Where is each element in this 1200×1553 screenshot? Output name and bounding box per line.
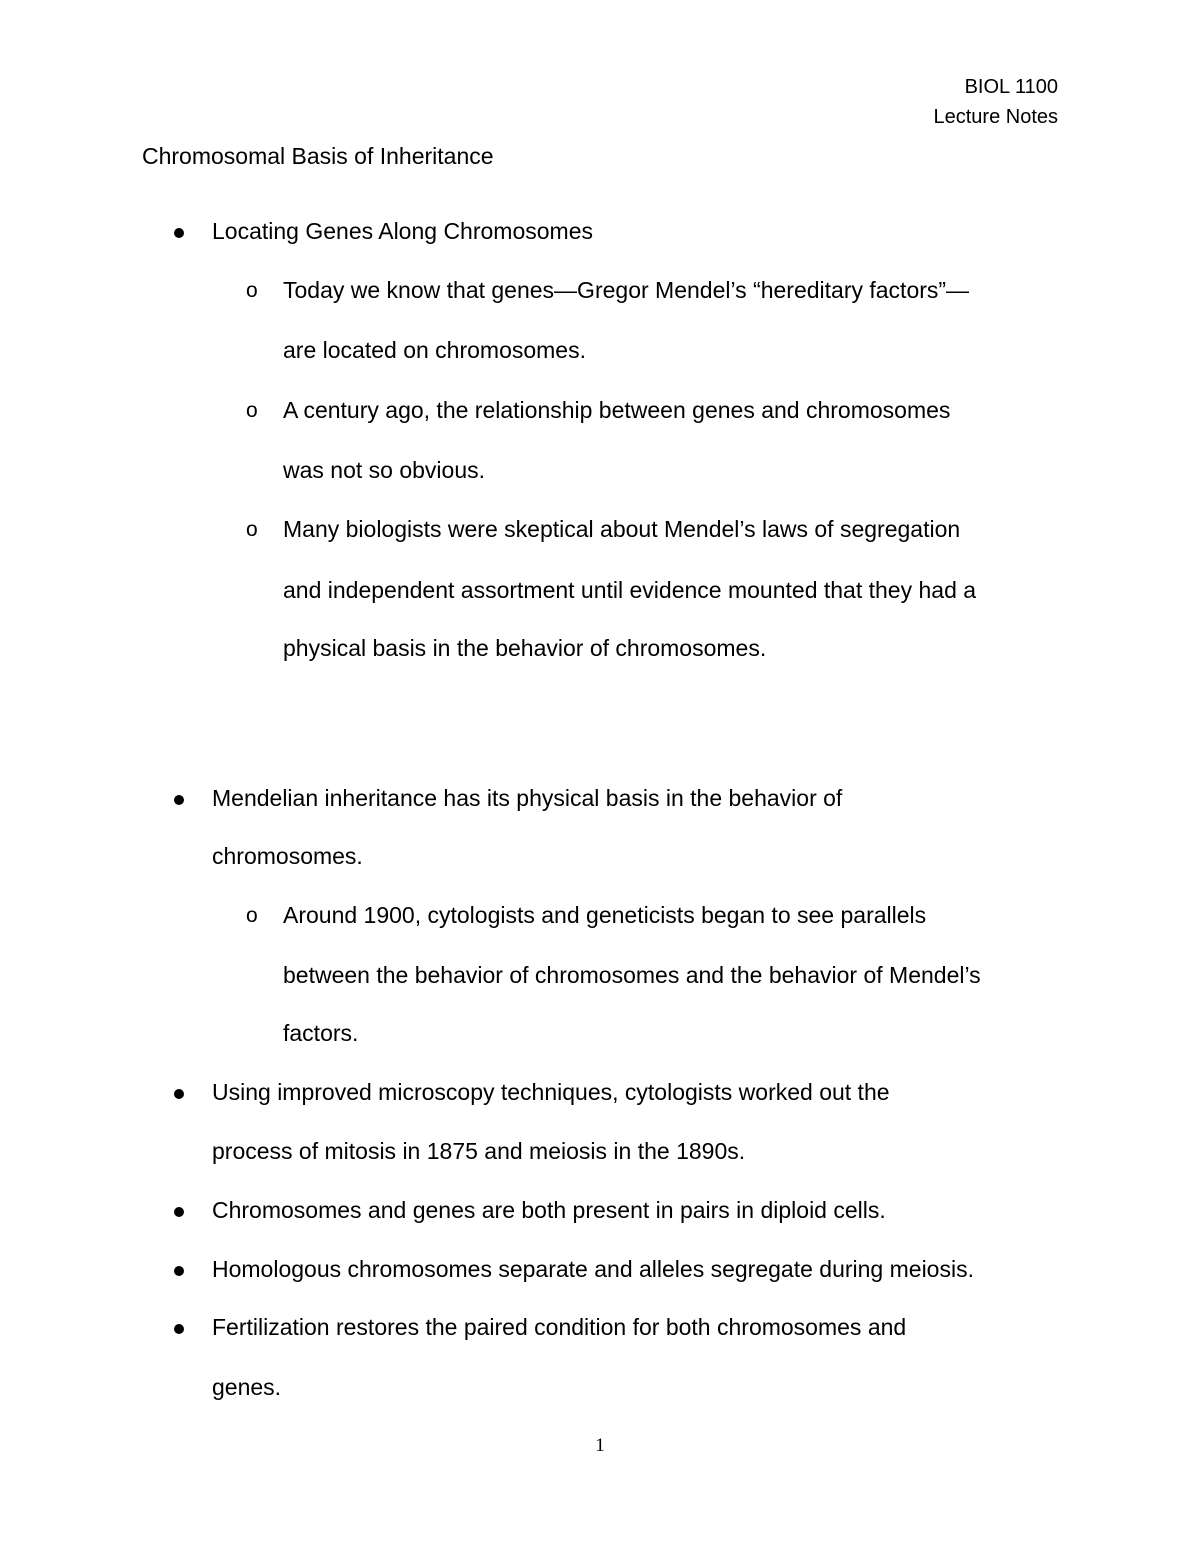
sub-bullet-text: Around 1900, cytologists and geneticists began to see parallels: [283, 902, 927, 928]
sub-bullet-icon: o: [246, 904, 258, 927]
sub-bullet-text: was not so obvious.: [283, 457, 486, 483]
bullet-icon: [174, 795, 184, 805]
sub-bullet-text: Today we know that genes—Gregor Mendel’s “hereditary factors”—: [283, 277, 970, 303]
bullet-icon: [174, 1089, 184, 1099]
sub-bullet-text: and independent assortment until evidence mounted that they had a: [283, 577, 977, 603]
bullet-text: Mendelian inheritance has its physical basis in the behavior of: [212, 785, 843, 811]
bullet-text: Using improved microscopy techniques, cytologists worked out the: [212, 1079, 890, 1105]
bullet-text: genes.: [212, 1374, 282, 1400]
sub-bullet-text: between the behavior of chromosomes and the behavior of Mendel’s: [283, 962, 981, 988]
sub-bullet-text: A century ago, the relationship between genes and chromosomes: [283, 397, 951, 423]
bullet-text: Locating Genes Along Chromosomes: [212, 218, 593, 244]
bullet-text: process of mitosis in 1875 and meiosis in the 1890s.: [212, 1138, 746, 1164]
page-header: [933, 72, 1058, 132]
bullet-icon: [174, 1266, 184, 1276]
bullet-text: Homologous chromosomes separate and alleles segregate during meiosis.: [212, 1256, 974, 1282]
bullet-icon: [174, 1324, 184, 1334]
sub-bullet-text: physical basis in the behavior of chromosomes.: [283, 635, 767, 661]
bullet-icon: [174, 228, 184, 238]
page-number: 1: [595, 1435, 605, 1456]
bullet-icon: [174, 1207, 184, 1217]
sub-bullet-icon: o: [246, 279, 258, 302]
bullet-text: Chromosomes and genes are both present in pairs in diploid cells.: [212, 1197, 886, 1223]
sub-bullet-icon: o: [246, 518, 258, 541]
document-title: Chromosomal Basis of Inheritance: [142, 143, 494, 169]
sub-bullet-icon: o: [246, 399, 258, 422]
sub-bullet-text: factors.: [283, 1020, 359, 1046]
bullet-text: Fertilization restores the paired condition for both chromosomes and: [212, 1314, 907, 1340]
course-code: BIOL 1100: [964, 76, 1058, 98]
sub-bullet-text: Many biologists were skeptical about Mendel’s laws of segregation: [283, 516, 961, 542]
header-subtitle: Lecture Notes: [933, 106, 1058, 128]
bullet-text: chromosomes.: [212, 843, 363, 869]
sub-bullet-text: are located on chromosomes.: [283, 337, 586, 363]
